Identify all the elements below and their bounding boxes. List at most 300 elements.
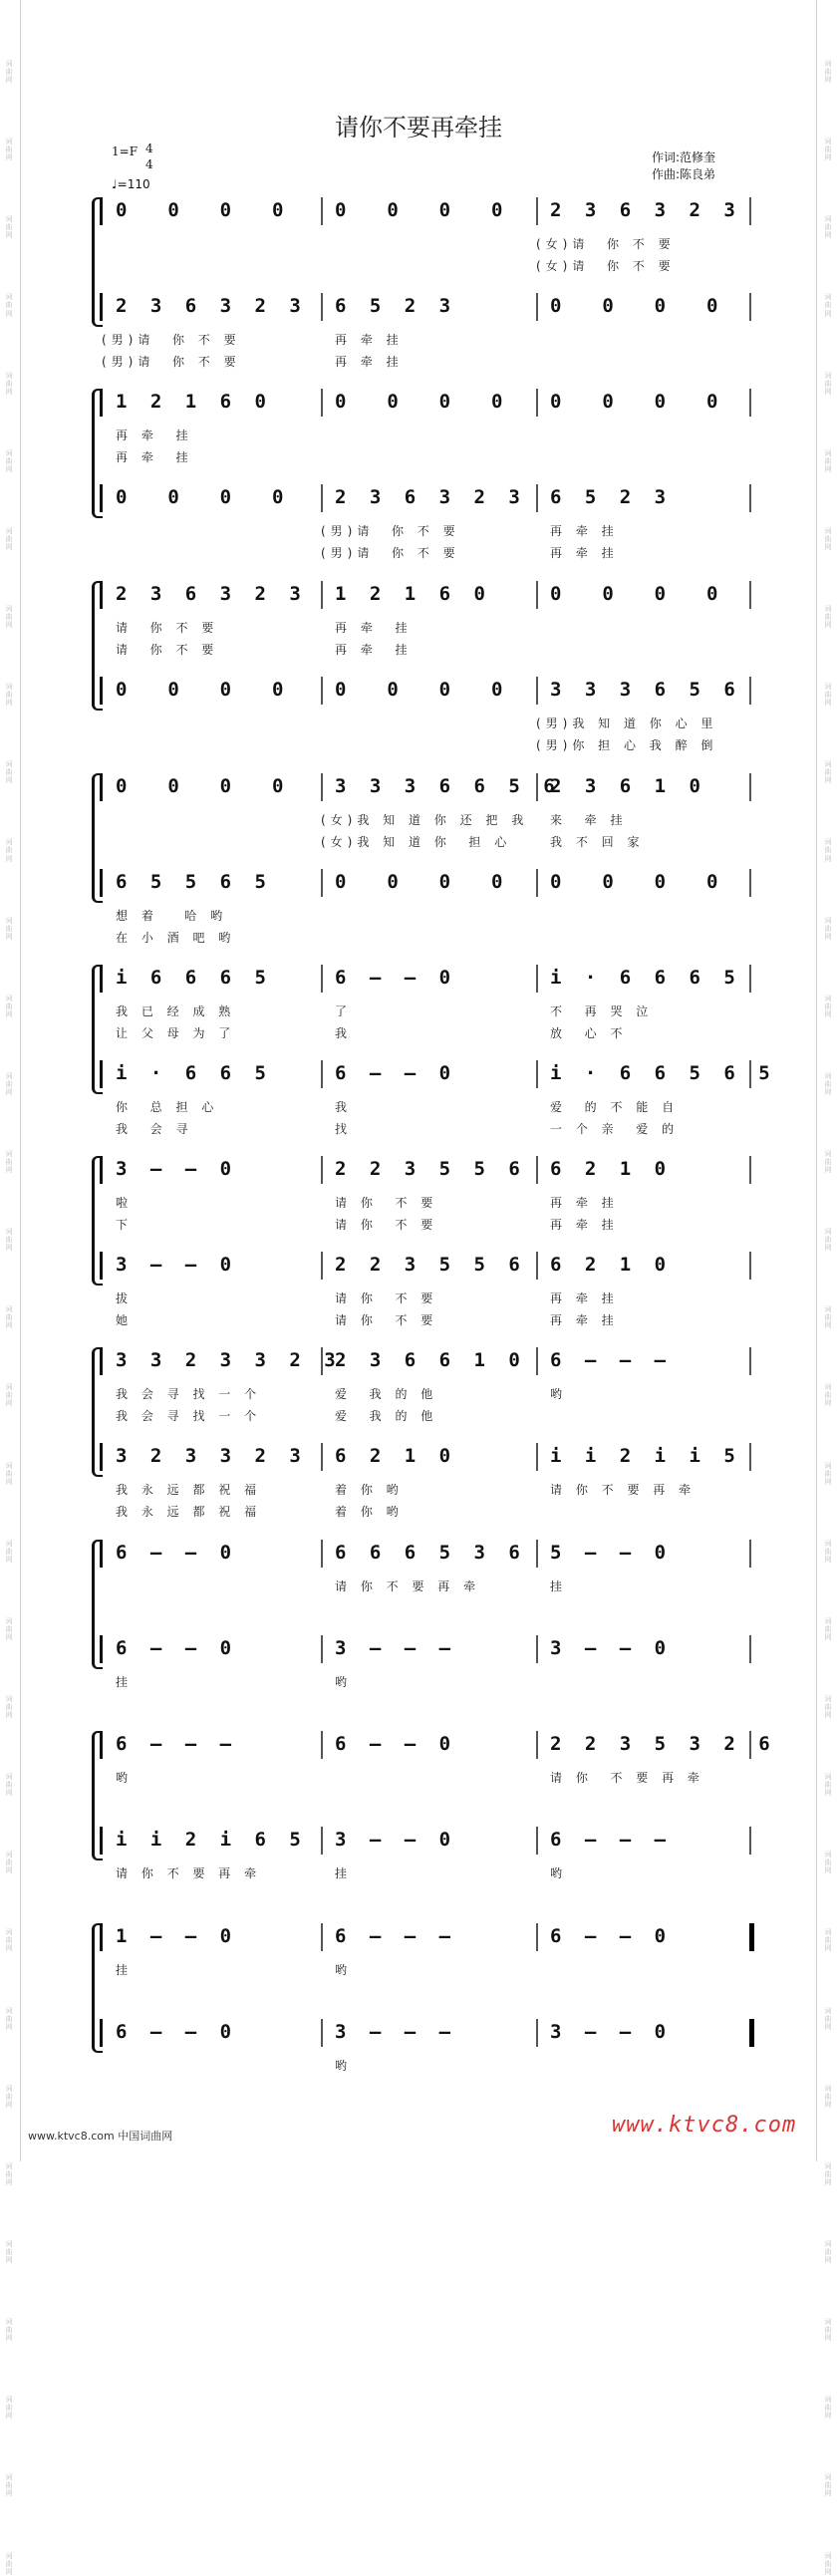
barline bbox=[321, 773, 323, 801]
barline bbox=[100, 1156, 103, 1184]
watermark-tag: 词 曲 网 bbox=[824, 2084, 832, 2109]
watermark-tag: 词 曲 网 bbox=[824, 1694, 832, 1720]
score-row bbox=[96, 1731, 776, 1827]
watermark-tag: 词 曲 网 bbox=[5, 1773, 13, 1798]
lyric-text: 请 你 不 要 bbox=[335, 1196, 438, 1210]
barline bbox=[100, 581, 103, 609]
lyric-text: 哟 bbox=[335, 2059, 353, 2073]
barline bbox=[100, 1731, 103, 1759]
watermark-tag: 词 曲 网 bbox=[5, 1383, 13, 1408]
barline bbox=[536, 2019, 538, 2047]
watermark-tag: 词 曲 网 bbox=[5, 1149, 13, 1175]
barline bbox=[100, 1060, 103, 1088]
lyric-text: 哟 bbox=[116, 1771, 134, 1785]
measure-notes: 6 6 6 5 3 6 bbox=[335, 1542, 526, 1564]
watermark-tag: 词 曲 网 bbox=[824, 2006, 832, 2031]
measure-notes: 6 – – 0 bbox=[116, 1637, 238, 1659]
lyric-text: 爱 的 不 能 自 bbox=[550, 1100, 680, 1114]
barline bbox=[536, 197, 538, 225]
lyric-text: 请 你 不 要 bbox=[335, 1218, 438, 1232]
lyric-text: 爱 我 的 他 bbox=[335, 1409, 438, 1423]
lyric-text: 放 心 不 bbox=[550, 1026, 628, 1040]
barline bbox=[321, 1252, 323, 1280]
score-row bbox=[96, 484, 753, 580]
key-signature bbox=[112, 142, 153, 171]
measure-notes: 3 – – 0 bbox=[550, 1637, 673, 1659]
lyric-text: 再 牵 挂 bbox=[335, 333, 404, 347]
lyric-text: (女)请 你 不 要 bbox=[536, 237, 676, 251]
score-system bbox=[96, 773, 753, 965]
footer-logo: www.ktvc8.com bbox=[612, 2113, 797, 2138]
watermark-tag: 词 曲 网 bbox=[824, 1928, 832, 1953]
barline bbox=[321, 1060, 323, 1088]
lyric-text: 着 你 哟 bbox=[335, 1483, 404, 1497]
score-row bbox=[96, 1060, 776, 1156]
watermark-tag: 词 曲 网 bbox=[824, 1228, 832, 1253]
lyric-text: 请 你 不 要 再 牵 bbox=[550, 1771, 704, 1785]
barline bbox=[321, 1540, 323, 1568]
lyric-text: 哟 bbox=[335, 1963, 353, 1977]
barline bbox=[749, 965, 751, 993]
barline bbox=[536, 677, 538, 705]
measure-notes: 3 2 3 3 2 3 bbox=[116, 1445, 307, 1467]
measure-notes: 0 0 0 0 bbox=[335, 199, 509, 221]
watermark-tag: 词 曲 网 bbox=[5, 994, 13, 1018]
watermark-tag: 词 曲 网 bbox=[824, 1383, 832, 1408]
measure-notes: i 6 6 6 5 bbox=[116, 967, 272, 989]
watermark-tag: 词 曲 网 bbox=[824, 1149, 832, 1175]
watermark-tag: 词 曲 网 bbox=[824, 1071, 832, 1096]
barline bbox=[749, 389, 751, 417]
barline bbox=[536, 1827, 538, 1855]
watermark-tag: 词 曲 网 bbox=[824, 2318, 832, 2343]
lyric-text: 我 永 远 都 祝 福 bbox=[116, 1505, 262, 1519]
lyric-text: 请 你 不 要 再 牵 bbox=[116, 1866, 262, 1880]
watermark-tag: 词 曲 网 bbox=[824, 604, 832, 630]
measure-notes: 0 0 0 0 bbox=[550, 295, 724, 317]
barline bbox=[749, 1252, 751, 1280]
score-system bbox=[96, 965, 776, 1156]
measure-notes: i · 6 6 5 6 5 bbox=[550, 1062, 776, 1084]
barline bbox=[749, 197, 751, 225]
watermark-tag: 词 曲 网 bbox=[5, 1461, 13, 1486]
lyricist-credit: 作词:范修奎 bbox=[652, 150, 716, 164]
lyric-text: 挂 bbox=[116, 1675, 134, 1689]
barline bbox=[749, 1827, 751, 1855]
watermark-tag: 词 曲 网 bbox=[824, 215, 832, 240]
lyric-text: (男)我 知 道 你 心 里 bbox=[536, 716, 718, 730]
barline bbox=[321, 581, 323, 609]
measure-notes: 2 2 3 5 3 2 6 bbox=[550, 1733, 776, 1755]
watermark-tag: 词 曲 网 bbox=[5, 60, 13, 85]
measure-notes: 0 0 0 0 bbox=[550, 583, 724, 605]
measure-notes: 6 2 1 0 bbox=[550, 1254, 673, 1276]
measure-notes: 6 – – – bbox=[335, 1925, 457, 1947]
barline bbox=[321, 1443, 323, 1471]
measure-notes: 2 2 3 5 5 6 bbox=[335, 1254, 526, 1276]
barline bbox=[100, 677, 103, 705]
lyric-text: 请 你 不 要 再 牵 bbox=[335, 1579, 481, 1593]
lyric-text: (男)请 你 不 要 bbox=[321, 524, 460, 538]
measure-notes: i · 6 6 5 bbox=[116, 1062, 272, 1084]
measure-notes: 0 0 0 0 bbox=[116, 199, 290, 221]
watermark-tag: 词 曲 网 bbox=[824, 2239, 832, 2265]
lyric-text: 来 牵 挂 bbox=[550, 813, 628, 827]
score-row bbox=[96, 1540, 753, 1635]
watermark-tag: 词 曲 网 bbox=[824, 916, 832, 941]
barline bbox=[536, 1443, 538, 1471]
measure-notes: 2 3 6 3 2 3 bbox=[335, 486, 526, 508]
lyric-text: 再 牵 挂 bbox=[550, 546, 619, 560]
barline bbox=[100, 293, 103, 321]
measure-notes: 3 3 2 3 3 2 3 bbox=[116, 1349, 342, 1371]
barline bbox=[100, 1827, 103, 1855]
lyric-text: 不 再 哭 泣 bbox=[550, 1004, 654, 1018]
measure-notes: 0 0 0 0 bbox=[335, 679, 509, 701]
measure-notes: 3 3 3 6 6 5 6 bbox=[335, 775, 561, 797]
watermark-tag: 词 曲 网 bbox=[5, 2084, 13, 2109]
lyric-text: 请 你 不 要 bbox=[116, 621, 219, 635]
credits bbox=[652, 149, 715, 183]
lyric-text: 一 个 亲 爱 的 bbox=[550, 1122, 680, 1136]
watermark-tag: 词 曲 网 bbox=[5, 215, 13, 240]
lyric-text: 着 你 哟 bbox=[335, 1505, 404, 1519]
lyric-text: 我 会 寻 找 一 个 bbox=[116, 1409, 262, 1423]
barline bbox=[536, 869, 538, 897]
measure-notes: 6 – – – bbox=[116, 1733, 238, 1755]
measure-notes: 6 5 5 6 5 bbox=[116, 871, 272, 893]
barline bbox=[536, 1731, 538, 1759]
lyric-text: 请 你 不 要 bbox=[116, 643, 219, 657]
lyric-text: 再 牵 挂 bbox=[335, 621, 413, 635]
score-system bbox=[96, 389, 753, 580]
lyric-text: 再 牵 挂 bbox=[550, 1313, 619, 1327]
barline bbox=[749, 2019, 754, 2047]
tempo-marking: ♩=110 bbox=[112, 177, 150, 191]
barline bbox=[749, 484, 751, 512]
song-title: 请你不要再牵挂 bbox=[335, 114, 502, 142]
lyric-text: 让 父 母 为 了 bbox=[116, 1026, 236, 1040]
barline bbox=[321, 389, 323, 417]
watermark-tag: 词 曲 网 bbox=[5, 1616, 13, 1641]
watermark-tag: 词 曲 网 bbox=[5, 760, 13, 785]
watermark-tag: 词 曲 网 bbox=[5, 371, 13, 396]
watermark-tag: 词 曲 网 bbox=[824, 2396, 832, 2421]
barline bbox=[321, 197, 323, 225]
lyric-text: 我 已 经 成 熟 bbox=[116, 1004, 236, 1018]
measure-notes: 3 – – – bbox=[335, 1637, 457, 1659]
lyric-text: 哟 bbox=[550, 1866, 568, 1880]
lyric-text: 再 牵 挂 bbox=[550, 1291, 619, 1305]
lyric-text: 找 bbox=[335, 1122, 353, 1136]
measure-notes: i i 2 i i 5 bbox=[550, 1445, 741, 1467]
lyric-text: 她 bbox=[116, 1313, 134, 1327]
watermark-tag: 词 曲 网 bbox=[824, 1851, 832, 1875]
barline bbox=[321, 1731, 323, 1759]
score-row bbox=[96, 773, 753, 869]
lyric-text: 下 bbox=[116, 1218, 134, 1232]
score-row bbox=[96, 677, 753, 772]
measure-notes: 0 0 0 0 bbox=[335, 871, 509, 893]
watermark-tag: 词 曲 网 bbox=[5, 2551, 13, 2576]
right-margin-line bbox=[816, 0, 817, 2161]
measure-notes: 2 3 6 6 1 0 bbox=[335, 1349, 526, 1371]
watermark-tag: 词 曲 网 bbox=[824, 60, 832, 85]
measure-notes: 3 – – 0 bbox=[116, 1158, 238, 1180]
watermark-tag: 词 曲 网 bbox=[824, 1616, 832, 1641]
lyric-text: 啦 bbox=[116, 1196, 134, 1210]
watermark-tag: 词 曲 网 bbox=[5, 2006, 13, 2031]
measure-notes: 5 – – 0 bbox=[550, 1542, 673, 1564]
lyric-text: (男)请 你 不 要 bbox=[102, 333, 241, 347]
barline bbox=[749, 1156, 751, 1184]
watermark-tag: 词 曲 网 bbox=[824, 371, 832, 396]
watermark-tag: 词 曲 网 bbox=[5, 1928, 13, 1953]
lyric-text: (女)我 知 道 你 担 心 bbox=[321, 835, 512, 849]
watermark-tag: 词 曲 网 bbox=[5, 683, 13, 708]
lyric-text: (女)请 你 不 要 bbox=[536, 259, 676, 273]
lyric-text: 再 牵 挂 bbox=[335, 355, 404, 369]
lyric-text: (女)我 知 道 你 还 把 我 bbox=[321, 813, 529, 827]
barline bbox=[321, 2019, 323, 2047]
barline bbox=[321, 484, 323, 512]
measure-notes: 6 5 2 3 bbox=[550, 486, 673, 508]
barline bbox=[536, 1540, 538, 1568]
score-row bbox=[96, 1827, 753, 1922]
measure-notes: 6 – – 0 bbox=[335, 1733, 457, 1755]
lyric-text: 再 牵 挂 bbox=[550, 1218, 619, 1232]
barline bbox=[100, 2019, 103, 2047]
barline bbox=[749, 1443, 751, 1471]
score-row bbox=[96, 965, 753, 1060]
barline bbox=[749, 293, 751, 321]
left-margin-line bbox=[20, 0, 21, 2161]
lyric-text: (男)请 你 不 要 bbox=[321, 546, 460, 560]
barline bbox=[536, 1923, 538, 1951]
lyric-text: 挂 bbox=[335, 1866, 353, 1880]
measure-notes: 3 – – 0 bbox=[335, 1829, 457, 1851]
barline bbox=[100, 1923, 103, 1951]
watermark-tag: 词 曲 网 bbox=[5, 2473, 13, 2498]
watermark-tag: 词 曲 网 bbox=[5, 916, 13, 941]
barline bbox=[536, 1635, 538, 1663]
watermark-tag: 词 曲 网 bbox=[5, 293, 13, 318]
composer-credit: 作曲:陈良弟 bbox=[652, 167, 716, 181]
lyric-text: 再 牵 挂 bbox=[550, 1196, 619, 1210]
measure-notes: 3 – – – bbox=[335, 2021, 457, 2043]
watermark-tag: 词 曲 网 bbox=[824, 2473, 832, 2498]
score-row bbox=[96, 581, 753, 677]
watermark-tag: 词 曲 网 bbox=[5, 2318, 13, 2343]
right-watermark-strip bbox=[819, 0, 837, 2576]
barline bbox=[100, 1540, 103, 1568]
lyric-text: 挂 bbox=[116, 1963, 134, 1977]
watermark-tag: 词 曲 网 bbox=[5, 2396, 13, 2421]
barline bbox=[536, 1060, 538, 1088]
measure-notes: 1 2 1 6 0 bbox=[335, 583, 491, 605]
watermark-tag: 词 曲 网 bbox=[824, 448, 832, 473]
footer-source: www.ktvc8.com 中国词曲网 bbox=[28, 2130, 173, 2143]
lyric-text: 再 牵 挂 bbox=[335, 643, 413, 657]
barline bbox=[536, 293, 538, 321]
barline bbox=[321, 1827, 323, 1855]
barline bbox=[100, 1443, 103, 1471]
score-system bbox=[96, 1923, 753, 2115]
score-row bbox=[96, 293, 753, 389]
lyric-text: 在 小 酒 吧 哟 bbox=[116, 931, 236, 945]
score-system bbox=[96, 1156, 753, 1347]
lyric-text: 哟 bbox=[550, 1387, 568, 1401]
measure-notes: 6 – – 0 bbox=[335, 967, 457, 989]
measure-notes: 6 – – 0 bbox=[116, 2021, 238, 2043]
lyric-text: 爱 我 的 他 bbox=[335, 1387, 438, 1401]
barline bbox=[749, 1347, 751, 1375]
watermark-tag: 词 曲 网 bbox=[5, 448, 13, 473]
lyric-text: 我 不 回 家 bbox=[550, 835, 645, 849]
measure-notes: 2 2 3 5 5 6 bbox=[335, 1158, 526, 1180]
lyric-text: 再 牵 挂 bbox=[116, 450, 193, 464]
measure-notes: 0 0 0 0 bbox=[116, 486, 290, 508]
barline bbox=[321, 677, 323, 705]
lyric-text: 你 总 担 心 bbox=[116, 1100, 219, 1114]
watermark-tag: 词 曲 网 bbox=[824, 1773, 832, 1798]
measure-notes: 0 0 0 0 bbox=[116, 775, 290, 797]
measure-notes: 6 – – 0 bbox=[116, 1542, 238, 1564]
watermark-tag: 词 曲 网 bbox=[5, 604, 13, 630]
measure-notes: 6 – – 0 bbox=[550, 1925, 673, 1947]
lyric-text: 再 牵 挂 bbox=[116, 429, 193, 442]
measure-notes: 6 – – – bbox=[550, 1829, 673, 1851]
score-system bbox=[96, 1731, 776, 1922]
barline bbox=[100, 1252, 103, 1280]
score-system bbox=[96, 1540, 753, 1731]
lyric-text: 请 你 不 要 bbox=[335, 1291, 438, 1305]
barline bbox=[536, 1347, 538, 1375]
measure-notes: 3 3 3 6 5 6 bbox=[550, 679, 741, 701]
lyric-text: 我 会 寻 bbox=[116, 1122, 193, 1136]
watermark-tag: 词 曲 网 bbox=[5, 138, 13, 162]
barline bbox=[536, 389, 538, 417]
measure-notes: 0 0 0 0 bbox=[116, 679, 290, 701]
barline bbox=[536, 581, 538, 609]
measure-notes: i i 2 i 6 5 bbox=[116, 1829, 307, 1851]
watermark-tag: 词 曲 网 bbox=[824, 2161, 832, 2186]
barline bbox=[321, 1635, 323, 1663]
left-watermark-strip bbox=[0, 0, 18, 2576]
watermark-tag: 词 曲 网 bbox=[824, 2551, 832, 2576]
measure-notes: 1 – – 0 bbox=[116, 1925, 238, 1947]
barline bbox=[321, 1923, 323, 1951]
barline bbox=[749, 1635, 751, 1663]
time-signature bbox=[145, 141, 153, 172]
barline bbox=[321, 293, 323, 321]
score-row bbox=[96, 1156, 753, 1252]
watermark-tag: 词 曲 网 bbox=[824, 760, 832, 785]
lyric-text: 挂 bbox=[550, 1579, 568, 1593]
time-bottom: 4 bbox=[145, 157, 153, 171]
watermark-tag: 词 曲 网 bbox=[824, 1539, 832, 1564]
barline bbox=[100, 389, 103, 417]
measure-notes: i · 6 6 6 5 bbox=[550, 967, 741, 989]
barline bbox=[536, 1156, 538, 1184]
measure-notes: 2 3 6 1 0 bbox=[550, 775, 706, 797]
score-system bbox=[96, 1347, 753, 1539]
score-row bbox=[96, 2019, 753, 2115]
lyric-text: 拔 bbox=[116, 1291, 134, 1305]
watermark-tag: 词 曲 网 bbox=[824, 683, 832, 708]
measure-notes: 6 – – – bbox=[550, 1349, 673, 1371]
lyric-text: 我 bbox=[335, 1100, 353, 1114]
watermark-tag: 词 曲 网 bbox=[5, 838, 13, 863]
score-system bbox=[96, 581, 753, 772]
watermark-tag: 词 曲 网 bbox=[824, 138, 832, 162]
watermark-tag: 词 曲 网 bbox=[824, 293, 832, 318]
barline bbox=[749, 581, 751, 609]
barline bbox=[100, 869, 103, 897]
time-top: 4 bbox=[145, 142, 153, 155]
watermark-tag: 词 曲 网 bbox=[824, 1305, 832, 1330]
barline bbox=[100, 484, 103, 512]
barline bbox=[100, 1347, 103, 1375]
lyric-text: 请 你 不 要 bbox=[335, 1313, 438, 1327]
lyric-text: 想 着 哈 哟 bbox=[116, 909, 228, 923]
lyric-text: 请 你 不 要 再 牵 bbox=[550, 1483, 697, 1497]
barline bbox=[321, 869, 323, 897]
barline bbox=[749, 677, 751, 705]
score-row bbox=[96, 197, 753, 293]
barline bbox=[749, 869, 751, 897]
barline bbox=[100, 197, 103, 225]
barline bbox=[749, 1923, 754, 1951]
measure-notes: 6 2 1 0 bbox=[335, 1445, 457, 1467]
lyric-text: (男)请 你 不 要 bbox=[102, 355, 241, 369]
barline bbox=[100, 773, 103, 801]
measure-notes: 3 – – 0 bbox=[550, 2021, 673, 2043]
score-system bbox=[96, 197, 753, 389]
lyric-text: 了 bbox=[335, 1004, 353, 1018]
watermark-tag: 词 曲 网 bbox=[5, 1694, 13, 1720]
measure-notes: 6 5 2 3 bbox=[335, 295, 457, 317]
watermark-tag: 词 曲 网 bbox=[824, 1461, 832, 1486]
watermark-tag: 词 曲 网 bbox=[5, 1071, 13, 1096]
watermark-tag: 词 曲 网 bbox=[824, 994, 832, 1018]
watermark-tag: 词 曲 网 bbox=[5, 2239, 13, 2265]
watermark-tag: 词 曲 网 bbox=[5, 1539, 13, 1564]
watermark-tag: 词 曲 网 bbox=[824, 838, 832, 863]
watermark-tag: 词 曲 网 bbox=[5, 2161, 13, 2186]
lyric-text: 再 牵 挂 bbox=[550, 524, 619, 538]
measure-notes: 0 0 0 0 bbox=[550, 391, 724, 413]
lyric-text: 我 会 寻 找 一 个 bbox=[116, 1387, 262, 1401]
barline bbox=[321, 965, 323, 993]
lyric-text: 我 永 远 都 祝 福 bbox=[116, 1483, 262, 1497]
watermark-tag: 词 曲 网 bbox=[5, 1851, 13, 1875]
barline bbox=[321, 1156, 323, 1184]
score-row bbox=[96, 1635, 753, 1731]
measure-notes: 2 3 6 3 2 3 bbox=[116, 583, 307, 605]
measure-notes: 6 2 1 0 bbox=[550, 1158, 673, 1180]
score-row bbox=[96, 869, 753, 965]
barline bbox=[536, 1252, 538, 1280]
lyric-text: 我 bbox=[335, 1026, 353, 1040]
barline bbox=[100, 965, 103, 993]
measure-notes: 6 – – 0 bbox=[335, 1062, 457, 1084]
measure-notes: 0 0 0 0 bbox=[335, 391, 509, 413]
measure-notes: 1 2 1 6 0 bbox=[116, 391, 272, 413]
lyric-text: 哟 bbox=[335, 1675, 353, 1689]
key-label: 1=F bbox=[112, 144, 139, 158]
barline bbox=[536, 965, 538, 993]
